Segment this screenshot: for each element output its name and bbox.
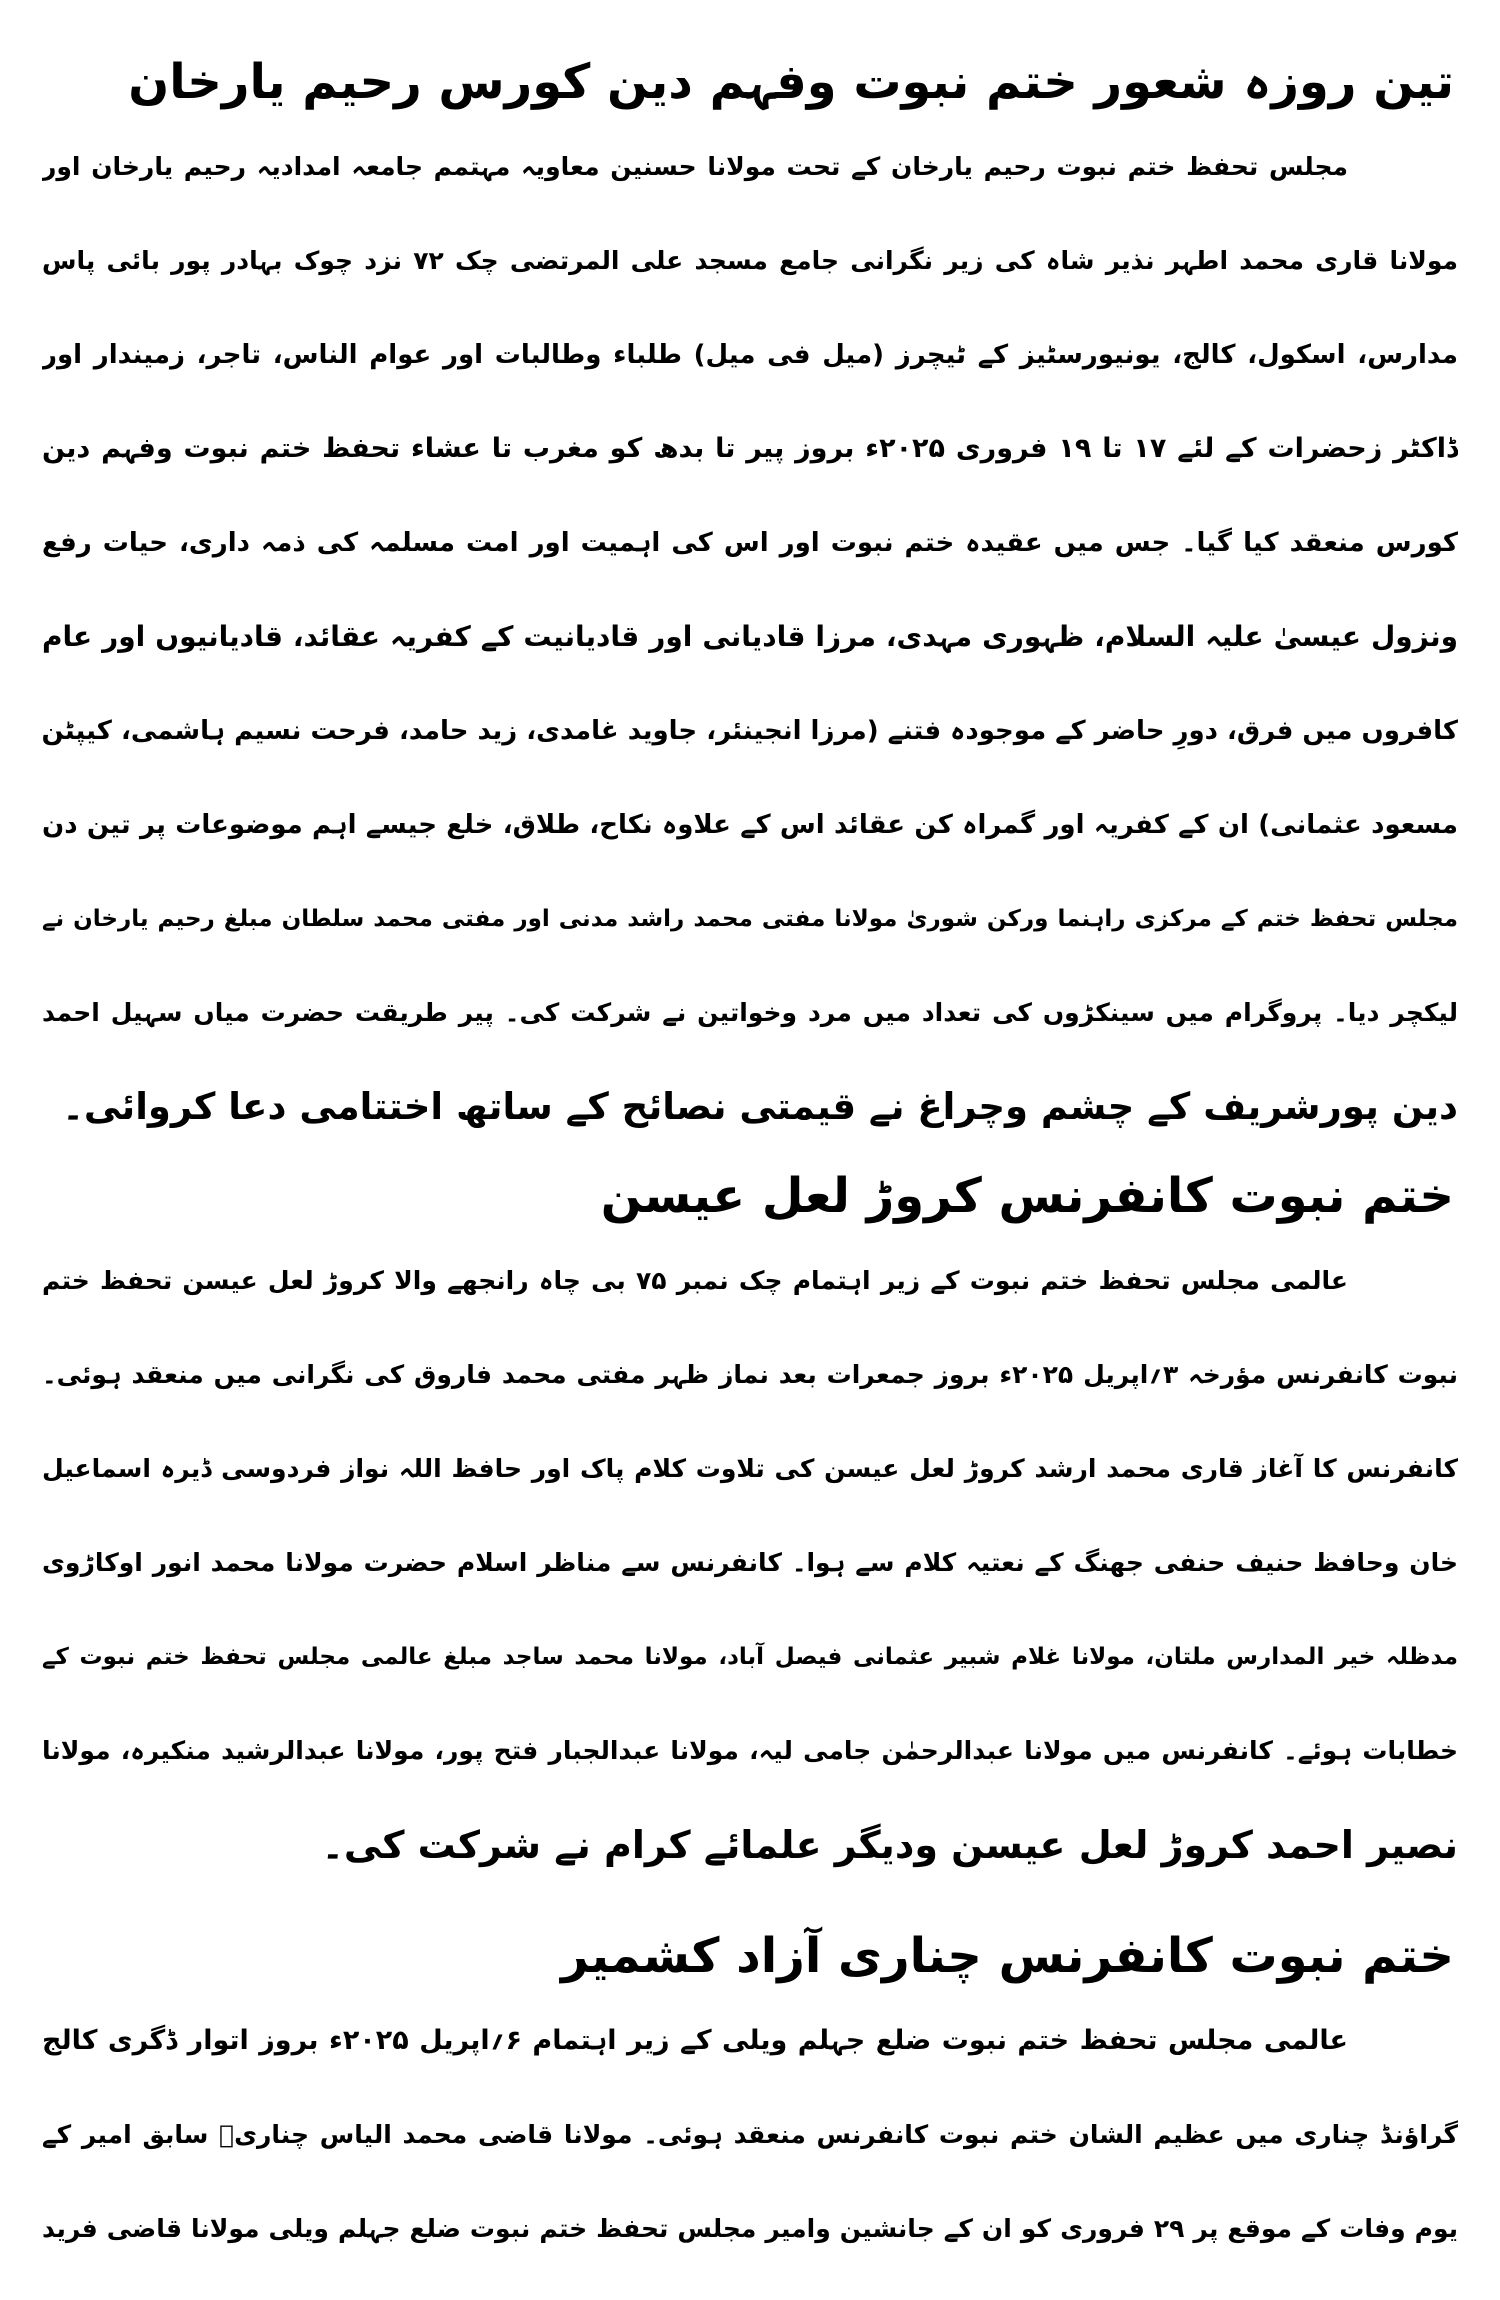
- text-line: عالمی مجلس تحفظ ختم نبوت کے زیر اہتمام چک نمبر ۷۵ بی چاہ رانجھے والا کروڑ لعل عیسن تحفظ ختم: [42, 1266, 1349, 1295]
- article-section-conference-karor: [42, 1160, 1458, 1892]
- text-line: نبوت کانفرنس مؤرخہ ۳؍اپریل ۲۰۲۵ء بروز جمعرات بعد نماز ظہر مفتی محمد فاروق کی نگرانی میں منعقد ہوئی۔: [42, 1360, 1458, 1389]
- text-line: مسعود عثمانی) ان کے کفریہ اور گمراہ کن عقائد اس کے علاوہ نکاح، طلاق، خلع جیسے اہم موضوعات پر تین دن: [42, 810, 1458, 840]
- text-line: خطابات ہوئے۔ کانفرنس میں مولانا عبدالرحمٰن جامی لیہ، مولانا عبدالجبار فتح پور، مولانا عبدالرشید منکیرہ، مولانا: [42, 1736, 1458, 1765]
- section-body: [42, 1994, 1458, 2276]
- text-line: مولانا قاری محمد اطہر نذیر شاہ کی زیر نگرانی جامع مسجد علی المرتضی چک ۷۲ نزد چوک بہادر پور بائی پاس: [42, 246, 1458, 275]
- article-section-course: [42, 46, 1458, 1154]
- text-line: خان وحافظ حنیف حنفی جھنگ کے نعتیہ کلام سے ہوا۔ کانفرنس سے مناظر اسلام حضرت مولانا محمد انور اوکاڑوی: [42, 1548, 1458, 1577]
- text-line: لیکچر دیا۔ پروگرام میں سینکڑوں کی تعداد میں مرد وخواتین نے شرکت کی۔ پیر طریقت حضرت میاں سہیل احمد: [42, 998, 1458, 1027]
- text-line: کورس منعقد کیا گیا۔ جس میں عقیدہ ختم نبوت اور اس کی اہمیت اور امت مسلمہ کی ذمہ داری، حیات رفع: [42, 528, 1458, 558]
- section-heading: ختم نبوت کانفرنس کروڑ لعل عیسن: [600, 1168, 1454, 1224]
- text-line: مدظلہ خیر المدارس ملتان، مولانا غلام شبیر عثمانی فیصل آباد، مولانا محمد ساجد مبلغ عالمی مجلس تحفظ ختم نبوت کے: [42, 1644, 1458, 1670]
- text-line: عالمی مجلس تحفظ ختم نبوت ضلع جہلم ویلی کے زیر اہتمام ۶؍اپریل ۲۰۲۵ء بروز اتوار ڈگری کالج: [42, 2025, 1348, 2056]
- section-heading: تین روزہ شعور ختم نبوت وفہم دین کورس رحیم یارخان: [128, 54, 1454, 110]
- text-line: گراؤنڈ چناری میں عظیم الشان ختم نبوت کانفرنس منعقد ہوئی۔ مولانا قاضی محمد الیاس چناریؒ سابق امیر کے: [42, 2120, 1458, 2149]
- text-line: کافروں میں فرق، دورِ حاضر کے موجودہ فتنے (مرزا انجینئر، جاوید غامدی، زید حامد، فرحت نسیم ہاشمی، کیپٹن: [42, 716, 1458, 746]
- text-line: دین پورشریف کے چشم وچراغ نے قیمتی نصائح کے ساتھ اختتامی دعا کروائی۔: [62, 1085, 1458, 1128]
- section-body: [42, 120, 1458, 1154]
- article-section-conference-chinari: [42, 1920, 1458, 2276]
- text-line: یوم وفات کے موقع پر ۲۹ فروری کو ان کے جانشین وامیر مجلس تحفظ ختم نبوت ضلع جہلم ویلی مولانا قاضی فرید: [42, 2214, 1458, 2243]
- text-line: ڈاکٹر زحضرات کے لئے ۱۷ تا ۱۹ فروری ۲۰۲۵ء بروز پیر تا بدھ کو مغرب تا عشاء تحفظ ختم نبوت وفہم دین: [42, 433, 1458, 464]
- text-line: نصیر احمد کروڑ لعل عیسن ودیگر علمائے کرام نے شرکت کی۔: [321, 1823, 1458, 1867]
- section-heading: ختم نبوت کانفرنس چناری آزاد کشمیر: [561, 1928, 1454, 1984]
- text-line: ونزول عیسیٰ علیہ السلام، ظہوری مہدی، مرزا قادیانی اور قادیانیت کے کفریہ عقائد، قادیانیوں اور عام: [42, 620, 1458, 653]
- text-line: کانفرنس کا آغاز قاری محمد ارشد کروڑ لعل عیسن کی تلاوت کلام پاک اور حافظ اللہ نواز فردوسی ڈیرہ اسماعیل: [42, 1454, 1458, 1483]
- text-line: مجلس تحفظ ختم نبوت رحیم یارخان کے تحت مولانا حسنین معاویہ مہتمم جامعہ امدادیہ رحیم یارخان اور: [42, 152, 1348, 181]
- text-line: مدارس، اسکول، کالج، یونیورسٹیز کے ٹیچرز (میل فی میل) طلباء وطالبات اور عوام الناس، تاجر، زمیندار اور: [42, 340, 1458, 370]
- text-line: مجلس تحفظ ختم کے مرکزی راہنما ورکن شوریٰ مولانا مفتی محمد راشد مدنی اور مفتی محمد سلطان مبلغ رحیم یارخان نے: [42, 906, 1458, 932]
- section-body: [42, 1234, 1458, 1892]
